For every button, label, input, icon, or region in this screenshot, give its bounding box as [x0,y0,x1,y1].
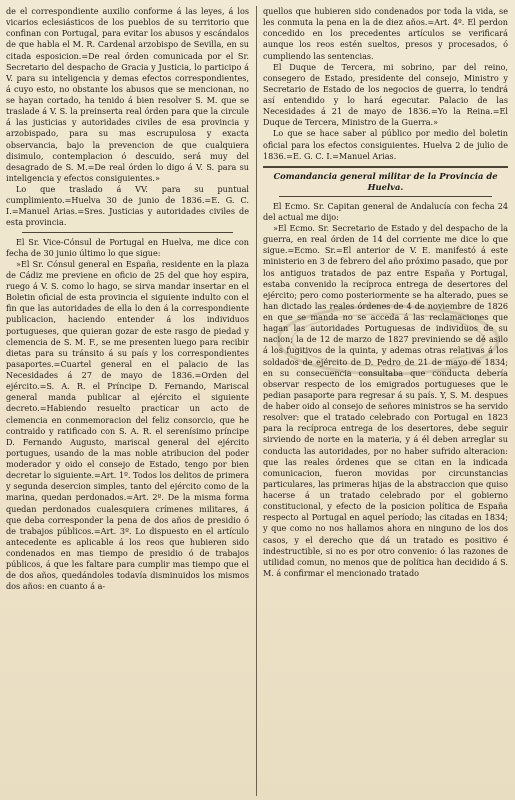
right-paragraph-4: El Ecmo. Sr. Capitan general de Andalucía con fecha 24 del actual me dijo: [263,200,508,222]
left-separator [22,232,233,233]
left-paragraph-2: Lo que traslado á VV. para su puntual cumplimiento.=Huelva 30 de junio de 1836.=E. G. C. I.=Manuel Arias.=Sres. Justicias y autoridades civiles de esta provincia. [6,184,249,228]
left-paragraph-1: de el correspondiente auxilio conforme á las leyes, á los vicarios eclesiásticos de los pueblos de su territorio que confinan con Portugal, para evitar los abusos y escándalos de que habla el M. R. Cardenal arzobispo de Sevilla, en su citada esposicion.=De real órden comunicada por el Sr. Secretario del despacho de Gracia y Justicia, lo participo á V. para su inteligencia y demas efectos correspondientes, á cuyo esto, no obstante los abusos que se mencionan, no se hayan cortado, ha tenido á bien resolver S. M. que se traslade á V. S. la preinserta real órden para que la circule á las justicias y autoridades civiles de esa provincia y arzobispado, para su mas escrupulosa y exacta observancia, bajo la prevencion de que cualquiera disimulo, contemplacion ó descuido, será muy del desagrado de S. M.=De real órden lo digo á V. S. para su inteligencia y efectos consiguientes.» [6,6,249,183]
column-divider [256,6,257,796]
left-column [6,6,249,796]
heading-underline [279,196,492,197]
left-paragraph-4: »El Sr. Cónsul general en España, residente en la plaza de Cádiz me previene en oficio de 25 del que hoy espira, ruego á V. S. como lo hago, se sirva mandar insertar en el Boletin oficial de esta provincia el siguiente indulto con el fin que las autoridades de ella lo den á la correspondiente publicacion, haciendo entender á los individuos portugueses, que quieran gozar de este rasgo de piedad y clemencia de S. M. F., se me presenten luego para recibir dietas para su tránsito á su país y los correspondientes pasaportes.=Cuartel general en el palacio de las Necesidades á 27 de mayo de 1836.=Orden del ejército.=S. A. R. el Príncipe D. Fernando, Mariscal general manda publicar al ejército el siguiente decreto.=Habiendo resuelto practicar un acto de clemencia en conmemoracion del feliz consorcio, que he contraido y ratificado con S. A. R. el serenísimo príncipe D. Fernando Augusto, mariscal general del ejército portugues, usando de la mas noble atribucion del poder moderador y oido el consejo de Estado, tengo por bien decretar lo siguiente.=Art. 1º. Todos los delitos de primera y segunda desercion simples, tanto del ejército como de la marina, quedan perdonados.=Art. 2º. De la misma forma quedan perdonados cualesquiera crímenes militares, á que deba corresponder la pena de dos años de presidio ó de trabajos públicos.=Art. 3º. Lo dispuesto en el artículo antecedente es aplicable á los reos que hubieren sido condenados en mas tiempo de presidio ó de trabajos públicos, á que les faltare para cumplir mas tiempo que el de dos años, quedándoles todavía disminuidos los mismos dos años: en cuanto á a- [6,258,249,592]
right-paragraph-1: quellos que hubieren sido condenados por toda la vida, se les conmuta la pena en la de diez años.=Art. 4º. El perdon concedido en los precedentes artículos se verificará aunque los reos estén sueltos, presos y procesados, ó cumpliendo las sentencias. [263,6,508,61]
right-column [263,6,508,796]
section-separator [263,166,508,168]
left-paragraph-3: El Sr. Vice-Cónsul de Portugal en Huelva, me dice con fecha de 30 junio último lo que sigue: [6,236,249,258]
right-paragraph-3: Lo que se hace saber al público por medio del boletin oficial para los efectos consiguientes. Huelva 2 de julio de 1836.=E. G. C. I.=Manuel Arias. [263,128,508,161]
section-heading: Comandancia general militar de la Provincia de Huelva. [273,170,498,192]
right-paragraph-2: El Duque de Tercera, mi sobrino, par del reino, consegero de Estado, presidente del consejo, Ministro y Secretario de Estado de los negocios de guerra, lo tendrá así entendido y lo hará egecutar. Palacio de las Necesidades á 21 de mayo de 1836.=Yo la Reina.=El Duque de Tercera, Ministro de la Guerra.» [263,61,508,128]
right-paragraph-5: »El Ecmo. Sr. Secretario de Estado y del despacho de la guerra, en real órden de 14 del corriente me dice lo que sigue.=Ecmo. Sr.=El anterior de V. E. manifestó á este ministerio en 3 de febrero del año próximo pasado, que por los antiguos tratados de paz entre España y Portugal, estaba convenido la recíproca entrega de desertores del ejército; pero como posteriormente se ha alterado, pues se han dictado las reales órdenes de 4 de noviembre de 1826 en que se manda no se acceda á las reclamaciones que hagan las autoridades Portuguesas de individuos de su nacion; la de 12 de marzo de 1827 previniendo se dé asilo á los fugitivos de la quinta, y ademas otras relativas á los soldados de ejército de D. Pedro de 21 de mayo de 1834; en su consecuencia consultaba que conducta debería observar respecto de los emigrados portugueses que le pedian pasaporte para regresar á su país. Y, S. M. despues de haber oido al consejo de señores ministros se ha servido resolver: que el tratado celebrado con Portugal en 1823 para la recíproca entrega de los desertores, debe seguir sirviendo de norte en la materia, y á él deben arreglar su conducta las autoridades, por no haber sufrido alteracion: que las reales órdenes que se citan en la indicada comunicacion, fueron movidas por circunstancias particulares, las primeras hijas de la abstraccion que quiso hacerse á un tratado celebrado por el gobierno constitucional, y efecto de la posicion política de España respecto al Portugal en aquel período; las citadas en 1834; y que como no nos hallamos ahora en ninguno de los dos casos, y el derecho que dá un tratado es positivo é indestructible, si no es por otro convenio: ó las razones de utilidad comun, no menos que de política han decidido á S. M. á confirmar el mencionado tratado [263,223,508,578]
